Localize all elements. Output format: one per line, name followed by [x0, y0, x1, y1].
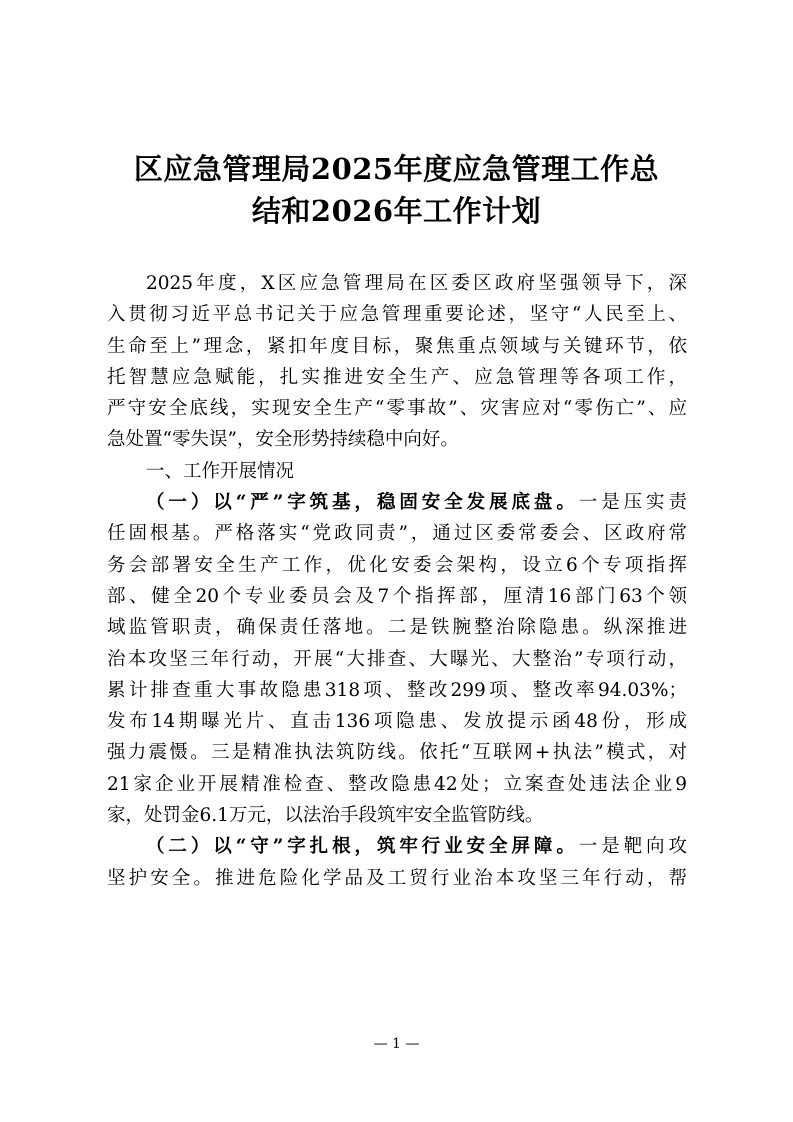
subsection-heading-line — [107, 487, 687, 518]
paragraph-line: 务会部署安全生产工作，优化安委会架构，设立6个专项指挥 — [107, 554, 687, 576]
paragraph-line: 托智慧应急赋能，扎实推进安全生产、应急管理等各项工作， — [107, 366, 687, 388]
subsection-heading: （二）以“守”字扎根，筑牢行业安全屏障。 — [146, 836, 579, 858]
paragraph-line: 21家企业开展精准检查、整改隐患42处；立案查处违法企业9 — [107, 773, 687, 795]
subsection-heading: （一）以“严”字筑基，稳固安全发展底盘。 — [146, 492, 579, 514]
paragraph-line: 累计排查重大事故隐患318项、整改299项、整改率94.03%； — [107, 679, 687, 701]
page-number: — 1 — — [373, 1036, 420, 1052]
paragraph-line: 严守安全底线，实现安全生产“零事故”、灾害应对“零伤亡”、应 — [107, 398, 687, 420]
title-line-2: 结和2026年工作计划 — [251, 194, 542, 228]
title-line-1: 区应急管理局2025年度应急管理工作总 — [133, 152, 660, 186]
paragraph-line: 急处置“零失误”，安全形势持续稳中向好。 — [107, 429, 459, 451]
paragraph-line: 生命至上”理念，紧扣年度目标，聚焦重点领域与关键环节，依 — [107, 335, 687, 357]
document-body — [107, 268, 687, 894]
section-heading: 一、工作开展情况 — [146, 460, 295, 482]
subsection-text: 一是压实责 — [578, 492, 687, 514]
paragraph-line: 域监管职责，确保责任落地。二是铁腕整治除隐患。纵深推进 — [107, 617, 687, 639]
paragraph-line: 部、健全20个专业委员会及7个指挥部，厘清16部门63个领 — [107, 585, 687, 607]
subsection-heading-line — [107, 831, 687, 862]
paragraph-line: 强力震慑。三是精准执法筑防线。依托“互联网+执法”模式，对 — [107, 742, 687, 764]
paragraph-line: 发布14期曝光片、直击136项隐患、发放提示函48份，形成 — [107, 711, 687, 733]
paragraph-line: 任固根基。严格落实“党政同责”，通过区委常委会、区政府常 — [107, 523, 687, 545]
subsection-text: 一是靶向攻 — [578, 836, 687, 858]
paragraph-line: 家，处罚金6.1万元，以法治手段筑牢安全监管防线。 — [107, 805, 544, 827]
paragraph-line: 坚护安全。推进危险化学品及工贸行业治本攻坚三年行动，帮 — [107, 867, 687, 889]
document-title — [60, 148, 733, 232]
paragraph-line: 治本攻坚三年行动，开展“大排查、大曝光、大整治”专项行动， — [107, 648, 687, 670]
paragraph-line: 2025年度，X区应急管理局在区委区政府坚强领导下，深 — [146, 273, 687, 294]
paragraph-line: 入贯彻习近平总书记关于应急管理重要论述，坚守“人民至上、 — [107, 304, 687, 326]
